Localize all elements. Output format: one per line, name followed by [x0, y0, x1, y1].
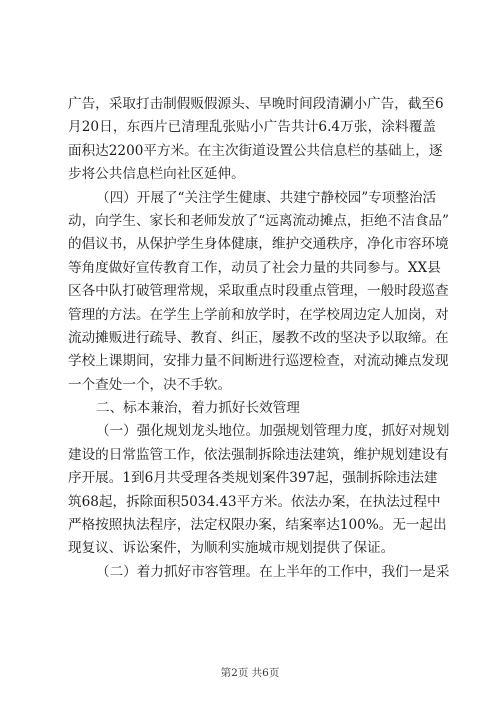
paragraph-line: 现复议、诉讼案件，为顺利实施城市规划提供了保证。 [68, 540, 395, 557]
paragraph-line: 广告，采取打击制假贩假源头、早晚时间段清涮小广告，截至6 [68, 96, 444, 112]
paragraph-line: （四）开展了“关注学生健康、共建宁静校园”专项整治活 [96, 189, 437, 206]
paragraph-line: 序开展。1到6月共受理各类规划案件397起，强制拆除违法建 [68, 470, 438, 487]
paragraph-line: 学校上课期间，安排力量不间断进行巡逻检查，对流动摊点发现 [68, 353, 449, 370]
paragraph-line: 筑68起，拆除面积5034.43平方米。依法办案，在执法过程中 [68, 493, 441, 510]
paragraph-line: 面积达2200平方米。在主次街道设置公共信息栏的基础上，逐 [68, 142, 443, 159]
paragraph-line: 管理的方法。在学生上学前和放学时，在学校周边定人加岗，对 [68, 306, 449, 323]
paragraph-line: （二）着力抓好市容管理。在上半年的工作中，我们一是采 [96, 563, 450, 580]
paragraph-line: （一）强化规划龙头地位。加强规划管理力度，抓好对规划 [96, 423, 450, 440]
page-number-footer: 第2页 共6页 [220, 667, 280, 679]
paragraph-line: 等角度做好宣传教育工作，动员了社会力量的共同参与。XX县 [68, 259, 441, 276]
paragraph-line: 区各中队打破管理常规，采取重点时段重点管理，一般时段巡查 [68, 283, 449, 300]
paragraph-line: 的倡议书，从保护学生身体健康，维护交通秩序，净化市容环境 [68, 236, 449, 253]
paragraph-line: 动，向学生、家长和老师发放了“远离流动摊点，拒绝不洁食品” [68, 212, 449, 229]
paragraph-line: 月20日，东西片已清理乱张贴小广告共计6.4万张，涂料覆盖 [68, 119, 436, 136]
document-body [68, 93, 450, 584]
section-heading: 二、标本兼治，着力抓好长效管理 [96, 400, 300, 417]
paragraph-line: 步将公共信息栏向社区延伸。 [68, 166, 245, 183]
paragraph-line: 一个查处一个，决不手软。 [68, 376, 232, 393]
paragraph-line: 严格按照执法程序，法定权限办案，结案率达100%。无一起出 [68, 517, 447, 534]
paragraph-line: 流动摊贩进行疏导、教育、纠正，屡教不改的坚决予以取缔。在 [68, 329, 449, 346]
paragraph-line: 建设的日常监管工作，依法强制拆除违法建筑，维护规划建设有 [68, 446, 449, 463]
